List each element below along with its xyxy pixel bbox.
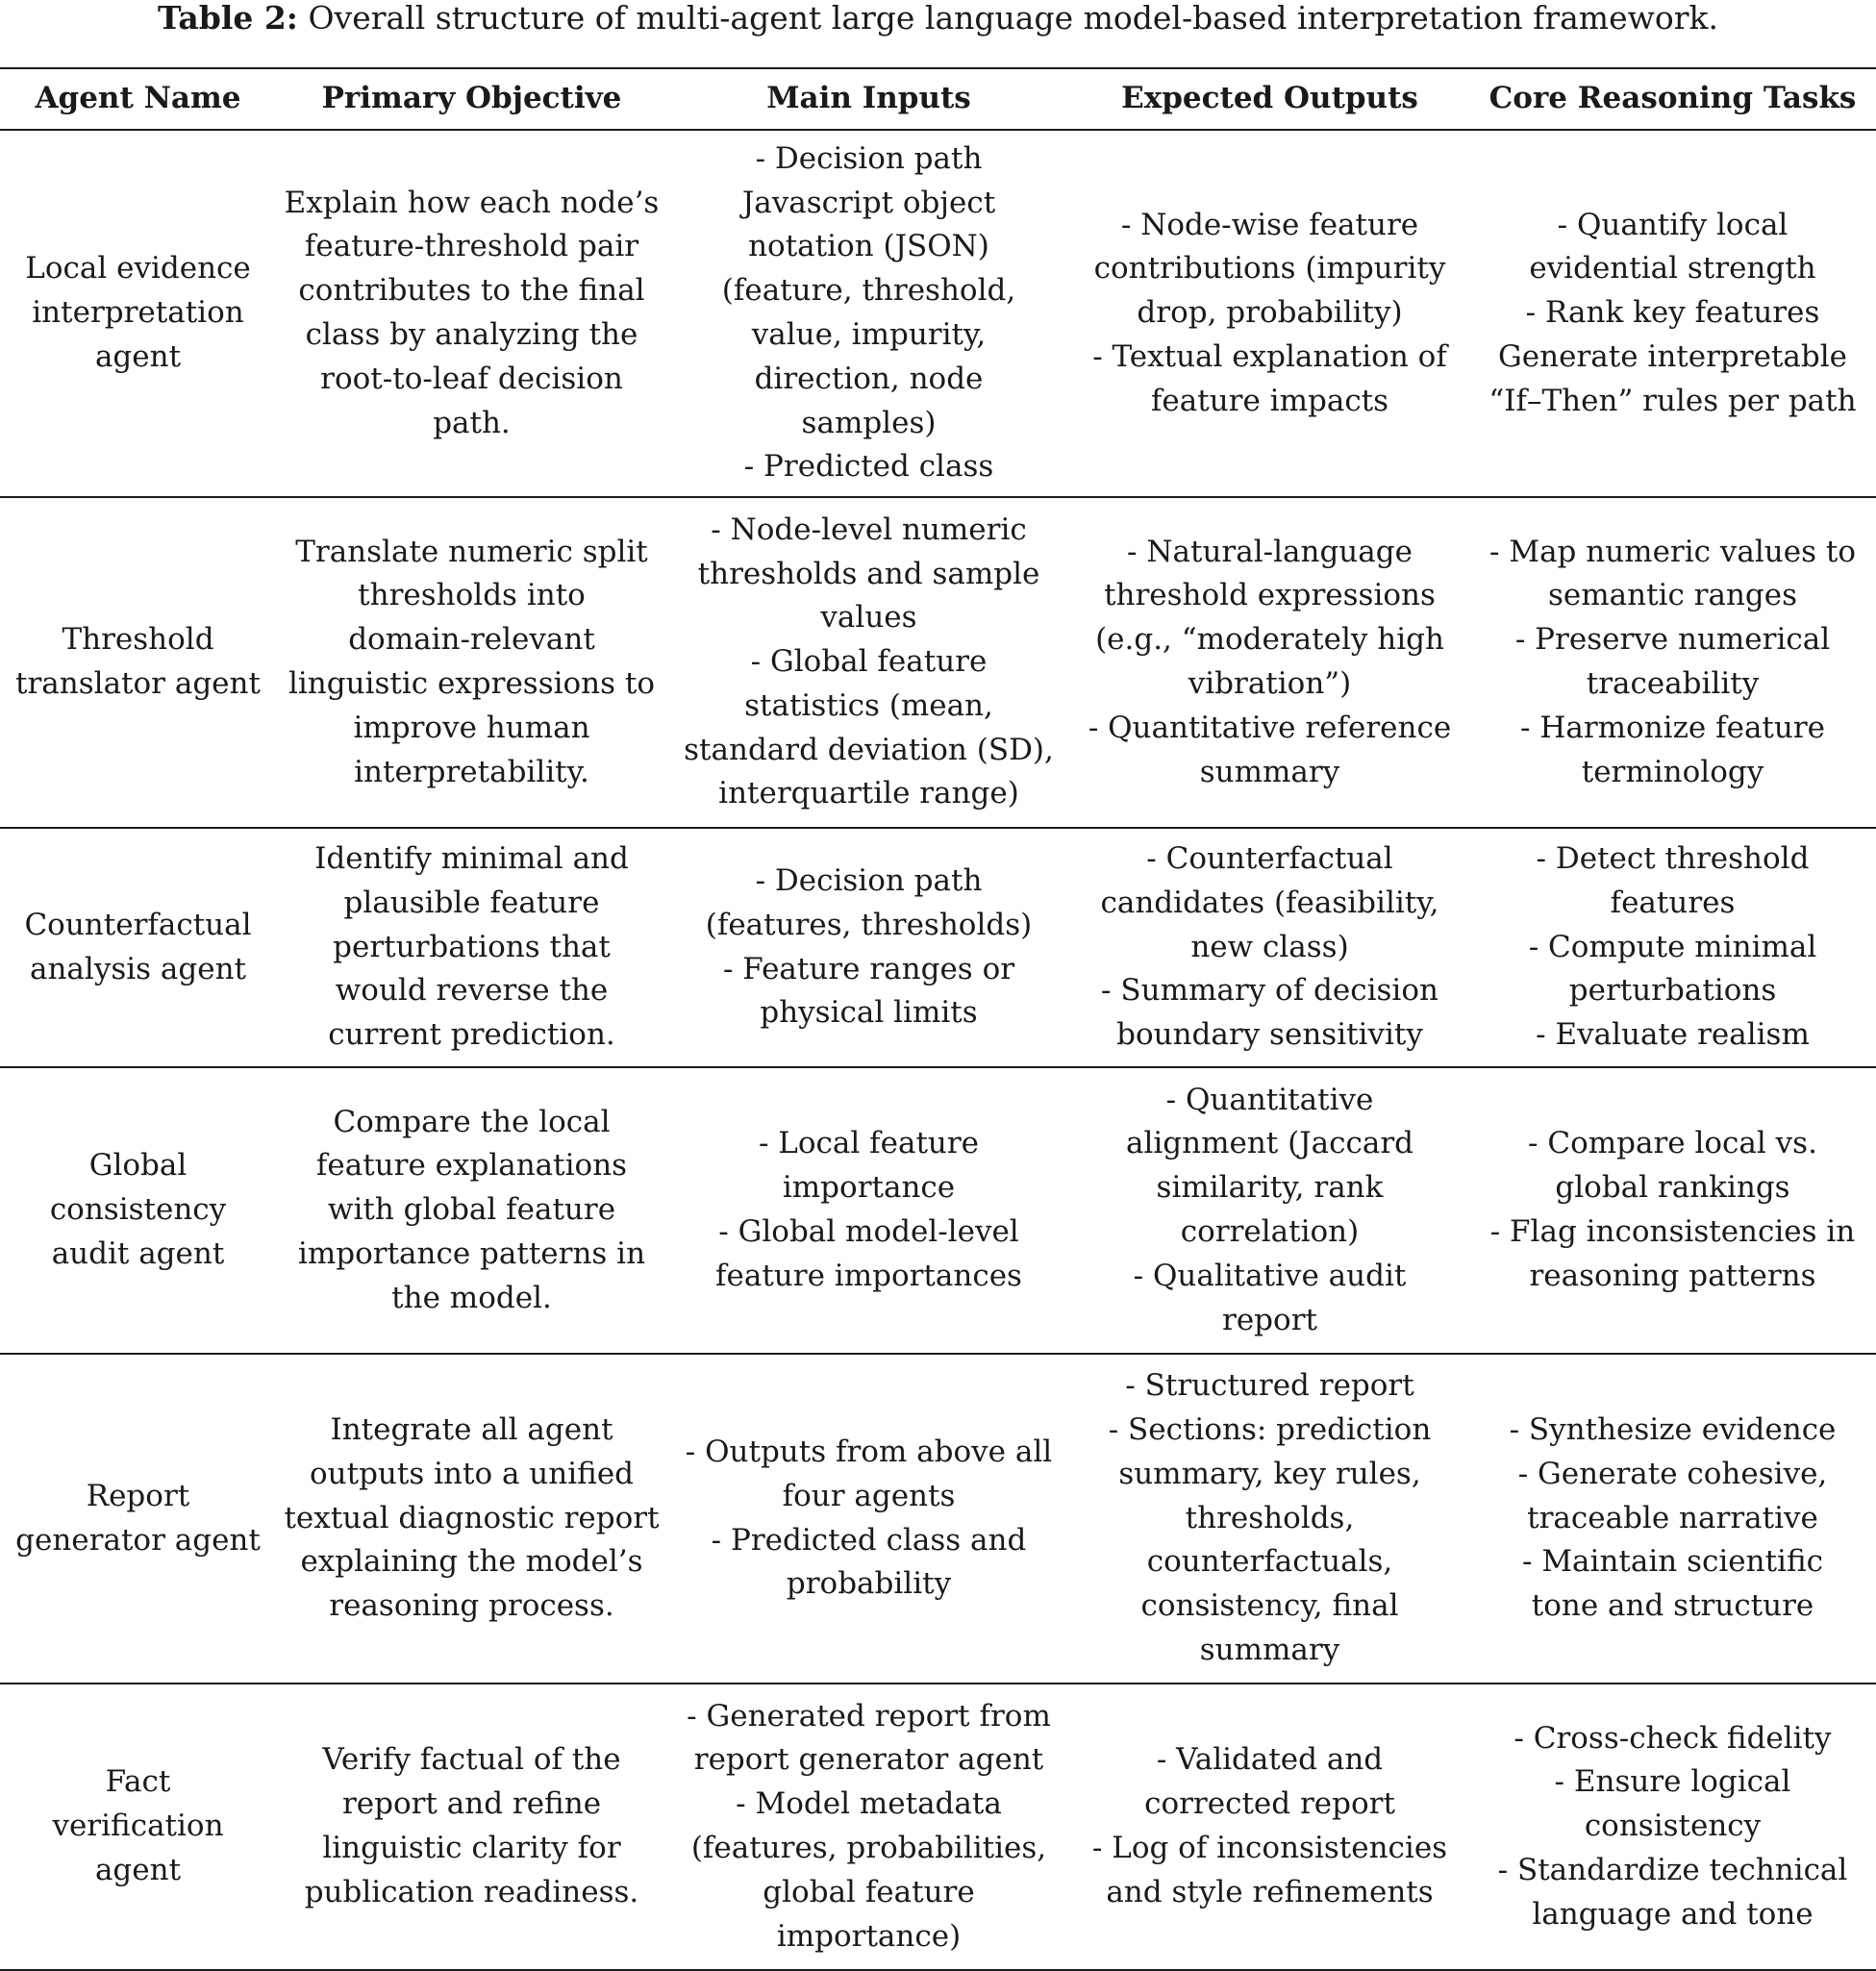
cell-agent-name xyxy=(0,497,276,828)
cell-line: - Log of inconsistencies xyxy=(1091,1831,1448,1865)
cell-agent-name xyxy=(0,130,276,497)
cell-line: - Node-level numeric xyxy=(711,511,1027,547)
table-row xyxy=(0,497,1876,828)
cell-line: analysis agent xyxy=(29,951,247,986)
cell-core-reasoning-tasks xyxy=(1469,828,1876,1067)
cell-line: - Decision path xyxy=(755,140,983,176)
cell-line: - Generated report from xyxy=(687,1698,1051,1734)
cell-line: semantic ranges xyxy=(1547,578,1798,613)
cell-core-reasoning-tasks xyxy=(1469,130,1876,497)
cell-line: drop, probability) xyxy=(1137,295,1403,331)
cell-line: importance xyxy=(782,1170,956,1206)
cell-line: feature importances xyxy=(715,1258,1022,1293)
header-row xyxy=(0,68,1876,130)
caption-label: Table 2: xyxy=(157,0,298,37)
cell-main-inputs xyxy=(667,497,1070,828)
cell-line: Global xyxy=(88,1148,188,1184)
cell-line: agent xyxy=(94,1852,182,1887)
cell-line: correlation) xyxy=(1180,1214,1360,1249)
cell-line: traceable narrative xyxy=(1527,1500,1818,1535)
cell-line: contributes to the final xyxy=(298,273,645,309)
cell-line: - Predicted class and xyxy=(711,1522,1027,1558)
cell-line: four agents xyxy=(782,1478,956,1513)
cell-line: (features, probabilities, xyxy=(690,1831,1047,1865)
cell-line: - Synthesize evidence xyxy=(1509,1412,1837,1447)
cell-line: candidates (feasibility, xyxy=(1100,885,1439,920)
cell-line: threshold expressions xyxy=(1104,578,1436,613)
cell-primary-objective xyxy=(276,130,667,497)
cell-line: verification xyxy=(52,1809,224,1844)
cell-main-inputs xyxy=(667,828,1070,1067)
cell-line: summary, key rules, xyxy=(1118,1456,1421,1491)
cell-line: - Quantitative reference xyxy=(1088,710,1452,745)
cell-line: feature impacts xyxy=(1150,383,1389,418)
cell-line: “If–Then” rules per path xyxy=(1488,383,1857,418)
cell-line: textual diagnostic report xyxy=(284,1500,660,1535)
cell-line: importance patterns in xyxy=(297,1235,646,1271)
cell-line: translator agent xyxy=(15,666,261,701)
cell-line: global rankings xyxy=(1555,1170,1790,1206)
cell-line: - Detect threshold xyxy=(1536,841,1810,876)
header-main-inputs: Main Inputs xyxy=(667,68,1070,130)
cell-line: Report xyxy=(86,1478,190,1513)
cell-line: explaining the model’s xyxy=(300,1544,643,1580)
cell-line: reasoning patterns xyxy=(1529,1258,1816,1293)
cell-agent-name xyxy=(0,1684,276,1970)
cell-line: - Model metadata xyxy=(736,1786,1002,1822)
cell-primary-objective xyxy=(276,1067,667,1354)
cell-line: domain-relevant xyxy=(348,622,595,658)
cell-primary-objective xyxy=(276,1354,667,1684)
header-core-reasoning-tasks: Core Reasoning Tasks xyxy=(1469,68,1876,130)
cell-line: linguistic clarity for xyxy=(322,1831,621,1865)
cell-line: interpretation xyxy=(32,295,244,331)
cell-line: Compare the local xyxy=(333,1104,611,1139)
cell-line: - Outputs from above all xyxy=(685,1434,1053,1469)
cell-line: (features, thresholds) xyxy=(705,907,1033,942)
cell-core-reasoning-tasks xyxy=(1469,1684,1876,1970)
cell-expected-outputs xyxy=(1070,828,1469,1067)
cell-line: (feature, threshold, xyxy=(721,273,1016,309)
cell-line: generator agent xyxy=(15,1522,261,1558)
cell-line: Local evidence xyxy=(25,251,251,287)
cell-line: agent xyxy=(94,338,182,374)
cell-line: report and refine xyxy=(341,1786,602,1822)
cell-line: would reverse the xyxy=(335,973,609,1009)
cell-line: - Local feature xyxy=(758,1126,980,1161)
cell-line: - Validated and xyxy=(1156,1742,1384,1778)
cell-line: - Structured report xyxy=(1125,1368,1414,1404)
cell-line: - Textual explanation of xyxy=(1092,338,1447,374)
cell-line: vibration”) xyxy=(1188,666,1352,701)
cell-line: - Maintain scientific xyxy=(1521,1544,1823,1580)
cell-line: global feature xyxy=(763,1874,975,1909)
cell-line: - Compute minimal xyxy=(1528,929,1817,964)
cell-line: perturbations xyxy=(1568,973,1777,1009)
table-caption xyxy=(0,0,1876,37)
cell-line: interquartile range) xyxy=(718,776,1019,811)
cell-line: language and tone xyxy=(1532,1896,1813,1932)
cell-line: outputs into a unified xyxy=(309,1456,635,1491)
cell-line: Threshold xyxy=(62,622,214,658)
cell-line: Translate numeric split xyxy=(295,534,648,569)
cell-line: perturbations that xyxy=(333,929,611,964)
cell-line: consistency xyxy=(49,1192,227,1228)
cell-line: root-to-leaf decision xyxy=(320,361,623,396)
cell-line: features xyxy=(1610,885,1736,920)
cell-agent-name xyxy=(0,1354,276,1684)
cell-line: consistency xyxy=(1584,1809,1762,1844)
cell-line: traceability xyxy=(1586,666,1760,701)
cell-line: report generator agent xyxy=(693,1742,1044,1778)
cell-line: Integrate all agent xyxy=(330,1412,613,1447)
cell-line: terminology xyxy=(1581,754,1764,789)
cell-expected-outputs xyxy=(1070,1354,1469,1684)
cell-line: reasoning process. xyxy=(329,1588,614,1624)
cell-line: plausible feature xyxy=(343,885,600,920)
cell-main-inputs xyxy=(667,1067,1070,1354)
cell-line: - Rank key features xyxy=(1525,295,1820,331)
cell-line: notation (JSON) xyxy=(748,229,989,264)
cell-line: - Evaluate realism xyxy=(1536,1017,1810,1053)
cell-line: - Natural-language xyxy=(1127,534,1413,569)
cell-line: (e.g., “moderately high xyxy=(1095,622,1444,658)
cell-line: importance) xyxy=(776,1918,962,1954)
cell-line: - Quantitative xyxy=(1165,1082,1374,1117)
cell-core-reasoning-tasks xyxy=(1469,1354,1876,1684)
cell-line: linguistic expressions to xyxy=(288,666,656,701)
cell-line: - Sections: prediction xyxy=(1108,1412,1432,1447)
cell-line: thresholds and sample xyxy=(697,556,1040,591)
cell-line: - Ensure logical xyxy=(1554,1764,1791,1800)
cell-main-inputs xyxy=(667,130,1070,497)
cell-line: similarity, rank xyxy=(1156,1170,1384,1206)
cell-line: Verify factual of the xyxy=(322,1742,621,1778)
cell-expected-outputs xyxy=(1070,130,1469,497)
cell-line: value, impurity, xyxy=(751,317,987,352)
cell-agent-name xyxy=(0,828,276,1067)
cell-line: - Decision path xyxy=(755,862,983,898)
cell-line: evidential strength xyxy=(1529,251,1816,287)
cell-line: summary xyxy=(1199,754,1340,789)
cell-expected-outputs xyxy=(1070,1684,1469,1970)
cell-line: thresholds into xyxy=(358,578,586,613)
cell-expected-outputs xyxy=(1070,497,1469,828)
table-row xyxy=(0,1684,1876,1970)
cell-line: publication readiness. xyxy=(304,1874,639,1909)
cell-line: new class) xyxy=(1190,929,1349,964)
cell-line: values xyxy=(820,600,917,636)
cell-line: - Standardize technical xyxy=(1497,1852,1848,1887)
cell-line: samples) xyxy=(801,405,937,440)
cell-line: - Counterfactual xyxy=(1146,841,1393,876)
cell-main-inputs xyxy=(667,1354,1070,1684)
cell-line: physical limits xyxy=(760,995,978,1031)
caption-text: Overall structure of multi-agent large language model-based interpretation framework. xyxy=(308,0,1719,37)
cell-line: interpretability. xyxy=(354,754,589,789)
cell-line: - Qualitative audit xyxy=(1133,1258,1407,1293)
cell-line: alignment (Jaccard xyxy=(1125,1126,1413,1161)
cell-line: consistency, final xyxy=(1140,1588,1399,1624)
cell-line: counterfactuals, xyxy=(1146,1544,1393,1580)
cell-line: thresholds, xyxy=(1185,1500,1355,1535)
cell-line: - Summary of decision xyxy=(1101,973,1438,1009)
cell-line: - Cross-check fidelity xyxy=(1513,1720,1832,1756)
cell-agent-name xyxy=(0,1067,276,1354)
table-row xyxy=(0,1067,1876,1354)
cell-line: with global feature xyxy=(327,1192,616,1228)
cell-line: feature-threshold pair xyxy=(304,229,639,264)
header-agent-name: Agent Name xyxy=(0,68,276,130)
cell-line: - Generate cohesive, xyxy=(1517,1456,1828,1491)
table-row xyxy=(0,1354,1876,1684)
cell-line: - Preserve numerical xyxy=(1514,622,1831,658)
cell-expected-outputs xyxy=(1070,1067,1469,1354)
cell-core-reasoning-tasks xyxy=(1469,1067,1876,1354)
cell-line: boundary sensitivity xyxy=(1116,1017,1423,1053)
cell-line: the model. xyxy=(391,1280,552,1315)
cell-line: Generate interpretable xyxy=(1498,338,1847,374)
cell-line: - Harmonize feature xyxy=(1519,710,1826,745)
cell-line: direction, node xyxy=(754,361,984,396)
table-row xyxy=(0,828,1876,1067)
cell-line: - Feature ranges or xyxy=(722,951,1015,986)
cell-primary-objective xyxy=(276,1684,667,1970)
cell-line: - Flag inconsistencies in xyxy=(1489,1214,1856,1249)
cell-line: - Global model-level xyxy=(718,1214,1019,1249)
cell-line: report xyxy=(1222,1302,1317,1337)
header-expected-outputs: Expected Outputs xyxy=(1070,68,1469,130)
cell-line: probability xyxy=(786,1566,952,1602)
table-row xyxy=(0,130,1876,497)
cell-line: contributions (impurity xyxy=(1093,251,1446,287)
cell-line: standard deviation (SD), xyxy=(684,732,1054,767)
cell-line: feature explanations xyxy=(315,1148,628,1184)
cell-line: Identify minimal and xyxy=(314,841,629,876)
cell-line: - Map numeric values to xyxy=(1489,534,1856,569)
cell-primary-objective xyxy=(276,497,667,828)
cell-line: - Node-wise feature xyxy=(1120,207,1419,242)
cell-line: statistics (mean, xyxy=(744,687,993,723)
cell-line: Javascript object xyxy=(741,185,996,220)
cell-core-reasoning-tasks xyxy=(1469,497,1876,828)
cell-line: Fact xyxy=(105,1764,171,1800)
cell-primary-objective xyxy=(276,828,667,1067)
cell-line: path. xyxy=(433,405,511,440)
cell-line: Explain how each node’s xyxy=(284,185,660,220)
cell-line: current prediction. xyxy=(328,1017,615,1053)
cell-line: - Quantify local xyxy=(1557,207,1788,242)
cell-line: Counterfactual xyxy=(24,907,252,942)
cell-line: corrected report xyxy=(1144,1786,1395,1822)
cell-line: class by analyzing the xyxy=(305,317,638,352)
agents-table xyxy=(0,67,1876,1971)
cell-line: - Predicted class xyxy=(743,449,994,485)
cell-line: improve human xyxy=(353,710,590,745)
cell-main-inputs xyxy=(667,1684,1070,1970)
header-primary-objective: Primary Objective xyxy=(276,68,667,130)
cell-line: and style refinements xyxy=(1106,1874,1434,1909)
cell-line: - Compare local vs. xyxy=(1528,1126,1817,1161)
cell-line: summary xyxy=(1199,1632,1340,1667)
cell-line: audit agent xyxy=(51,1235,225,1271)
cell-line: tone and structure xyxy=(1531,1588,1814,1624)
cell-line: - Global feature xyxy=(750,644,988,680)
